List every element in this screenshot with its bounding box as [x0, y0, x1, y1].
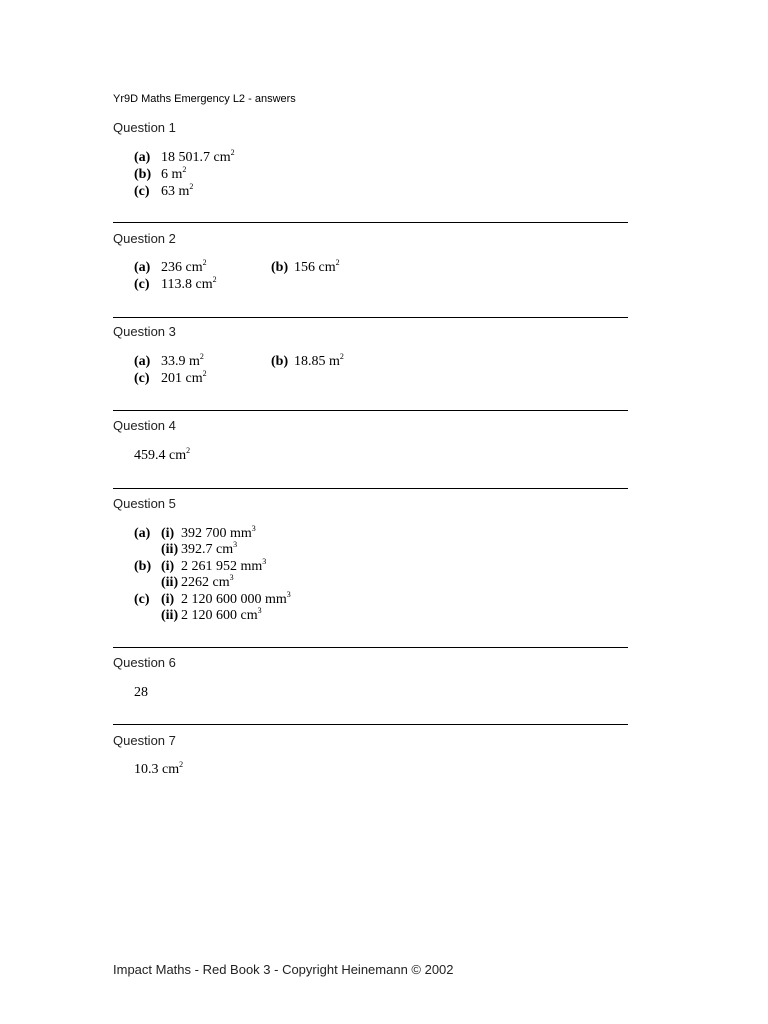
answer-label: (c): [134, 371, 150, 386]
unit-exponent: 2: [186, 446, 191, 455]
answer-sublabel: (ii): [161, 542, 179, 557]
answer-value: 2262 cm: [181, 575, 230, 590]
answer-label: (b): [271, 260, 289, 275]
unit-exponent: 3: [233, 540, 238, 549]
q6-answer: [134, 685, 148, 701]
unit-exponent: 2: [230, 148, 235, 157]
answer-value: 2 120 600 cm: [181, 608, 258, 623]
q5-answer-a-ii: [161, 542, 237, 558]
question-5-title: Question 5: [113, 496, 176, 511]
unit-exponent: 2: [182, 165, 187, 174]
q5-answer-b-ii: [161, 575, 234, 591]
answer-value: 392.7 cm: [181, 542, 234, 557]
q2-answer-c: [134, 277, 217, 293]
question-3-title: Question 3: [113, 324, 176, 339]
q3-answer-c: [134, 371, 207, 387]
answer-value: 156 cm: [294, 260, 336, 275]
divider-line: [113, 222, 628, 223]
unit-exponent: 2: [189, 182, 194, 191]
answer-value: 6 m: [161, 167, 183, 182]
q1-answer-b: [134, 167, 186, 183]
answer-value: 18.85 m: [294, 354, 340, 369]
divider-line: [113, 724, 628, 725]
q3-answer-b: [271, 354, 344, 370]
answer-label: (a): [134, 354, 151, 369]
q1-answer-a: [134, 150, 235, 166]
divider-line: [113, 647, 628, 648]
answer-label: (a): [134, 526, 151, 541]
answer-sublabel: (i): [161, 526, 175, 541]
q2-answer-a: [134, 260, 207, 276]
answer-value: 2 120 600 000 mm: [181, 592, 287, 607]
question-1-title: Question 1: [113, 120, 176, 135]
unit-exponent: 2: [335, 258, 340, 267]
document-header: Yr9D Maths Emergency L2 - answers: [113, 93, 296, 105]
unit-exponent: 3: [257, 606, 262, 615]
answer-value: 459.4 cm: [134, 448, 187, 463]
unit-exponent: 3: [229, 573, 234, 582]
answer-value: 113.8 cm: [161, 277, 213, 292]
divider-line: [113, 317, 628, 318]
answer-label: (b): [271, 354, 289, 369]
q5-answer-c-i: [134, 592, 291, 608]
answer-label: (c): [134, 592, 150, 607]
unit-exponent: 3: [251, 524, 256, 533]
answer-value: 236 cm: [161, 260, 203, 275]
q1-answer-c: [134, 184, 193, 200]
answer-value: 392 700 mm: [181, 526, 252, 541]
question-4-title: Question 4: [113, 418, 176, 433]
divider-line: [113, 488, 628, 489]
answer-value: 28: [134, 685, 148, 700]
answer-value: 2 261 952 mm: [181, 559, 263, 574]
answer-value: 201 cm: [161, 371, 203, 386]
answer-label: (c): [134, 277, 150, 292]
unit-exponent: 3: [262, 557, 267, 566]
answer-sublabel: (ii): [161, 575, 179, 590]
question-2-title: Question 2: [113, 231, 176, 246]
q7-answer: [134, 762, 183, 778]
answer-label: (b): [134, 559, 152, 574]
answer-label: (a): [134, 260, 151, 275]
answer-sublabel: (ii): [161, 608, 179, 623]
answer-value: 33.9 m: [161, 354, 200, 369]
unit-exponent: 2: [179, 760, 184, 769]
answer-label: (a): [134, 150, 151, 165]
unit-exponent: 2: [199, 352, 204, 361]
unit-exponent: 2: [339, 352, 344, 361]
copyright-footer: Impact Maths - Red Book 3 - Copyright Heinemann © 2002: [113, 962, 454, 977]
q5-answer-b-i: [134, 559, 266, 575]
q3-answer-a: [134, 354, 204, 370]
divider-line: [113, 410, 628, 411]
answer-value: 18 501.7 cm: [161, 150, 231, 165]
answer-sublabel: (i): [161, 559, 175, 574]
answer-sublabel: (i): [161, 592, 175, 607]
answer-value: 63 m: [161, 184, 190, 199]
unit-exponent: 2: [202, 369, 207, 378]
answer-label: (b): [134, 167, 152, 182]
q4-answer: [134, 448, 190, 464]
answer-value: 10.3 cm: [134, 762, 180, 777]
unit-exponent: 2: [202, 258, 207, 267]
q5-answer-a-i: [134, 526, 256, 542]
unit-exponent: 2: [212, 275, 217, 284]
q5-answer-c-ii: [161, 608, 262, 624]
question-6-title: Question 6: [113, 655, 176, 670]
unit-exponent: 3: [286, 590, 291, 599]
q2-answer-b: [271, 260, 340, 276]
answer-label: (c): [134, 184, 150, 199]
question-7-title: Question 7: [113, 733, 176, 748]
